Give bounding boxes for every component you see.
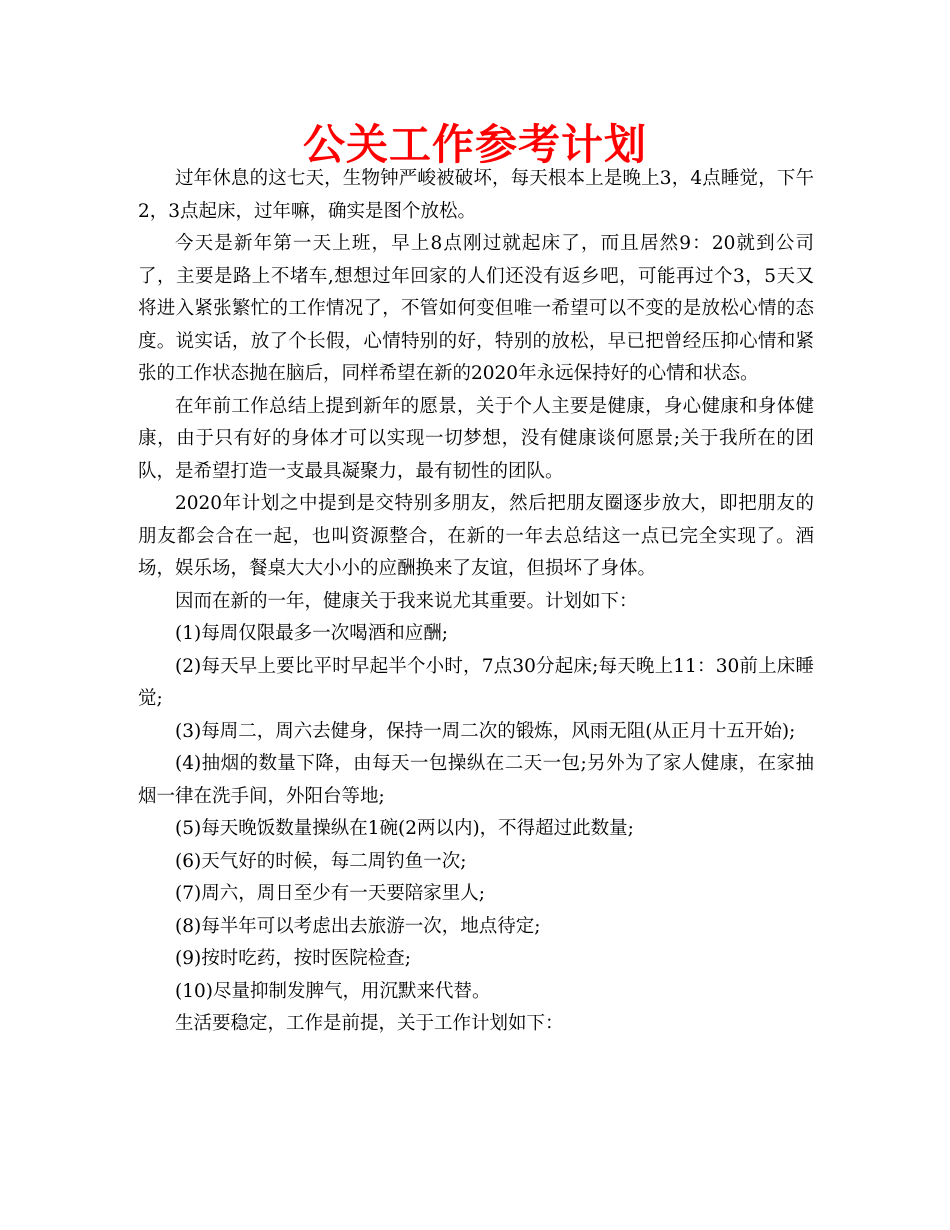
paragraph-2: 今天是新年第一天上班，早上8点刚过就起床了，而且居然9：20就到公司了，主要是路上不堵车,想想过年回家的人们还没有返乡吧，可能再过个3，5天又将进入紧张繁忙的工作情况了，不管如何变但唯一希望可以不变的是放松心情的态度。说实话，放了个长假，心情特别的好，特别的放松，早已把曾经压抑心情和紧张的工作状态抛在脑后，同样希望在新的2020年永远保持好的心情和状态。 xyxy=(138,233,814,384)
list-item-5: (5)每天晚饭数量操纵在1碗(2两以内)，不得超过此数量; xyxy=(175,818,634,839)
list-item-9: (9)按时吃药，按时医院检查; xyxy=(175,948,411,969)
list-item-3: (3)每周二，周六去健身，保持一周二次的锻炼，风雨无阻(从正月十五开始); xyxy=(175,720,796,742)
paragraph-1: 过年休息的这七天，生物钟严峻被破坏，每天根本上是晚上3，4点睡觉，下午2，3点起床，过年嘛，确实是图个放松。 xyxy=(138,168,814,222)
paragraph-4: 2020年计划之中提到是交特别多朋友，然后把朋友圈逐步放大，即把朋友的朋友都会合在一起，也叫资源整合，在新的一年去总结这一点已完全实现了。酒场，娱乐场，餐桌大大小小的应酬换来了友谊，但损坏了身体。 xyxy=(138,493,814,579)
paragraph-3: 在年前工作总结上提到新年的愿景，关于个人主要是健康，身心健康和身体健康，由于只有好的身体才可以实现一切梦想，没有健康谈何愿景;关于我所在的团队，是希望打造一支最具凝聚力，最有韧性的团队。 xyxy=(138,395,814,482)
list-item-8: (8)每半年可以考虑出去旅游一次，地点待定; xyxy=(175,915,541,937)
list-item-7: (7)周六，周日至少有一天要陪家里人; xyxy=(175,883,485,904)
list-item-2: (2)每天早上要比平时早起半个小时，7点30分起床;每天晚上11：30前上床睡觉; xyxy=(138,655,814,709)
list-item-4: (4)抽烟的数量下降，由每天一包操纵在二天一包;另外为了家人健康，在家抽烟一律在洗手间，外阳台等地; xyxy=(138,753,814,807)
document-title: 公关工作参考计划 xyxy=(302,120,647,169)
list-item-6: (6)天气好的时候，每二周钓鱼一次; xyxy=(175,850,467,872)
paragraph-6: 生活要稳定，工作是前提，关于工作计划如下： xyxy=(175,1013,564,1034)
list-item-1: (1)每周仅限最多一次喝酒和应酬; xyxy=(175,623,448,644)
list-item-10: (10)尽量抑制发脾气，用沉默来代替。 xyxy=(175,980,491,1002)
paragraph-5: 因而在新的一年，健康关于我来说尤其重要。计划如下： xyxy=(175,590,638,612)
document-body xyxy=(138,163,814,1041)
